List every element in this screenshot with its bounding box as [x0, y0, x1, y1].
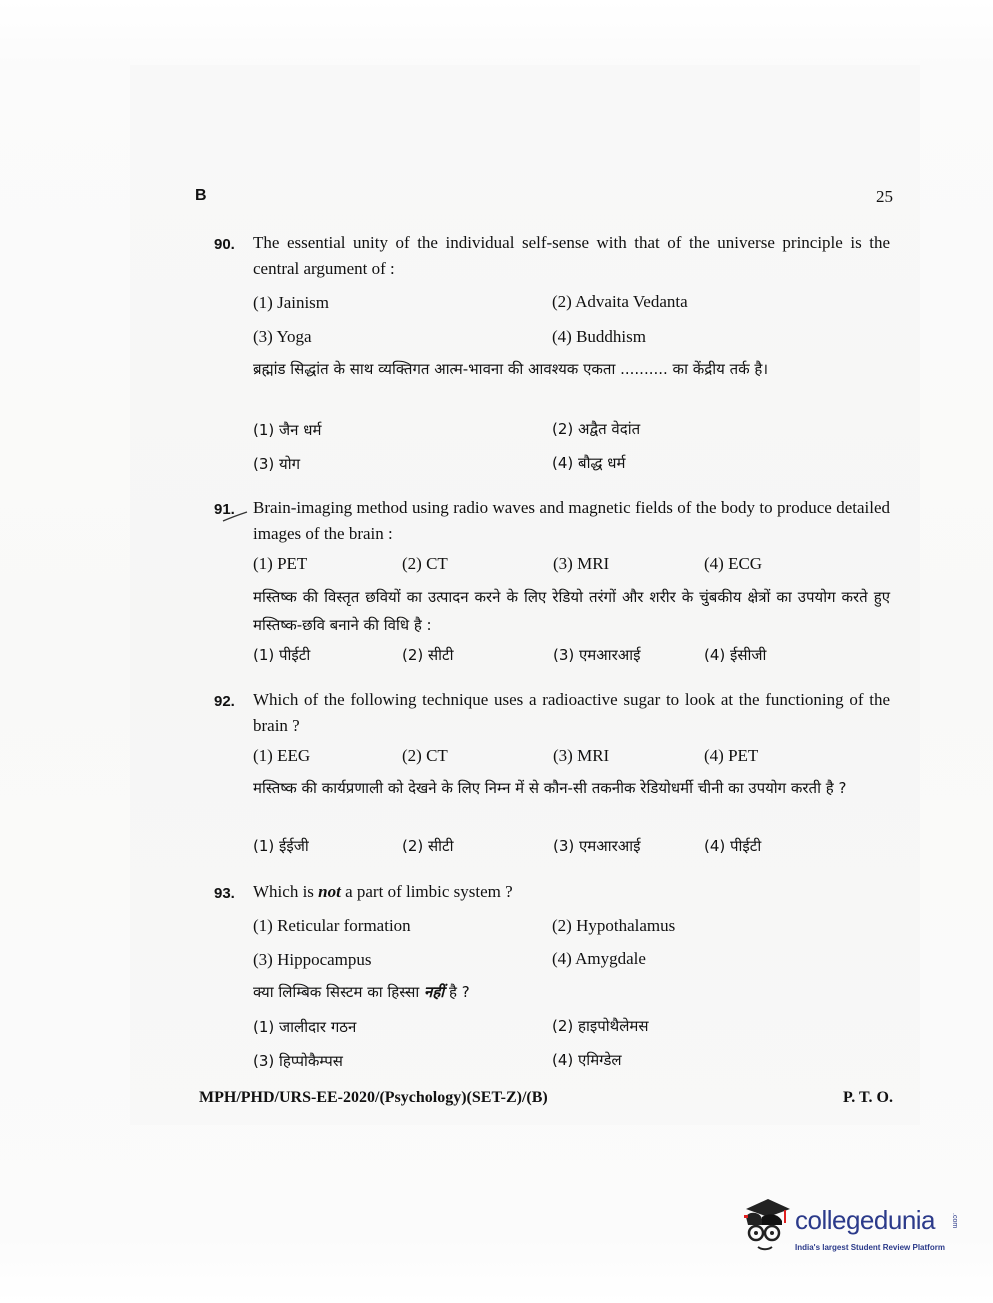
collegedunia-logo — [738, 1195, 960, 1265]
question-number: 90. — [214, 236, 235, 253]
option-hi-3: (3) एमआरआई — [553, 646, 641, 664]
text-part: क्या लिम्बिक सिस्टम का हिस्सा — [253, 983, 425, 1001]
option-hi-2: (2) हाइपोथैलेमस — [552, 1017, 649, 1035]
option-en-2: (2) Hypothalamus — [552, 916, 676, 935]
question-90 — [214, 230, 890, 480]
option-en-4: (4) Buddhism — [552, 327, 646, 346]
emphasis-not: not — [318, 882, 341, 901]
brand-tagline: India's largest Student Review Platform — [795, 1243, 945, 1252]
question-text-hi: ब्रह्मांड सिद्धांत के साथ व्यक्तिगत आत्म-भावना की आवश्यक एकता .......... का केंद्रीय तर्क है। — [253, 360, 769, 378]
pen-mark-icon — [222, 510, 248, 524]
option-en-1: (1) Jainism — [253, 293, 330, 312]
question-92 — [214, 687, 890, 862]
pto-label: P. T. O. — [843, 1089, 893, 1106]
option-en-2: (2) Advaita Vedanta — [552, 292, 688, 311]
option-hi-1: (1) ईईजी — [253, 837, 309, 855]
question-text-en: The essential unity of the individual self-sense with that of the universe principle is the central argument of : — [253, 233, 890, 278]
option-hi-4: (4) बौद्ध धर्म — [552, 454, 626, 472]
brand-name: collegedunia — [795, 1205, 936, 1235]
option-en-2: (2) CT — [402, 746, 448, 765]
question-text-en — [253, 879, 890, 905]
question-number: 93. — [214, 885, 235, 902]
text-part: a part of limbic system ? — [340, 882, 513, 901]
option-hi-1: (1) पीईटी — [253, 646, 311, 664]
option-en-4: (4) PET — [704, 746, 759, 765]
exam-code: MPH/PHD/URS-EE-2020/(Psychology)(SET-Z)/(B) — [199, 1089, 548, 1106]
option-en-4: (4) Amygdale — [552, 949, 646, 968]
option-en-2: (2) CT — [402, 554, 448, 573]
option-hi-1: (1) जैन धर्म — [253, 421, 322, 439]
question-number: 91. — [214, 501, 235, 518]
question-text-hi — [253, 978, 890, 1006]
text-part: Which is — [253, 882, 319, 901]
option-hi-3: (3) हिप्पोकैम्पस — [253, 1052, 343, 1070]
option-hi-1: (1) जालीदार गठन — [253, 1018, 357, 1036]
text-part: है ? — [444, 983, 470, 1001]
question-text-hi: मस्तिष्क की कार्यप्रणाली को देखने के लिए निम्न में से कौन-सी तकनीक रेडियोधर्मी चीनी का उपयोग करती है ? — [253, 779, 847, 797]
option-en-1: (1) Reticular formation — [253, 916, 411, 935]
section-label: B — [195, 187, 207, 204]
question-text-hi: मस्तिष्क की विस्तृत छवियों का उत्पादन करने के लिए रेडियो तरंगों और शरीर के चुंबकीय क्षेत्रों का उपयोग करते हुए मस्तिष्क-छवि बनाने की विधि है : — [253, 588, 890, 634]
question-text-en: Which of the following technique uses a radioactive sugar to look at the functioning of the brain ? — [253, 690, 890, 735]
option-hi-4: (4) पीईटी — [704, 837, 762, 855]
question-93 — [214, 879, 890, 1079]
question-text-en: Brain-imaging method using radio waves and magnetic fields of the body to produce detailed images of the brain : — [253, 498, 890, 543]
page-number: 25 — [876, 187, 893, 206]
option-en-3: (3) MRI — [553, 554, 610, 573]
option-en-3: (3) Hippocampus — [253, 950, 372, 969]
option-en-1: (1) PET — [253, 554, 308, 573]
emphasis-nahin: नहीं — [424, 983, 445, 1001]
option-hi-3: (3) एमआरआई — [553, 837, 641, 855]
mascot-icon — [738, 1195, 794, 1259]
option-hi-3: (3) योग — [253, 455, 301, 473]
option-en-4: (4) ECG — [704, 554, 763, 573]
option-en-3: (3) MRI — [553, 746, 610, 765]
brand-domain: .com — [951, 1213, 958, 1229]
option-hi-2: (2) सीटी — [402, 646, 454, 664]
option-hi-2: (2) सीटी — [402, 837, 454, 855]
option-en-3: (3) Yoga — [253, 327, 312, 346]
question-number: 92. — [214, 693, 235, 710]
option-hi-4: (4) एमिग्डेल — [552, 1051, 622, 1069]
option-hi-4: (4) ईसीजी — [704, 646, 767, 664]
option-hi-2: (2) अद्वैत वेदांत — [552, 420, 641, 438]
option-en-1: (1) EEG — [253, 746, 311, 765]
question-91 — [214, 495, 890, 675]
